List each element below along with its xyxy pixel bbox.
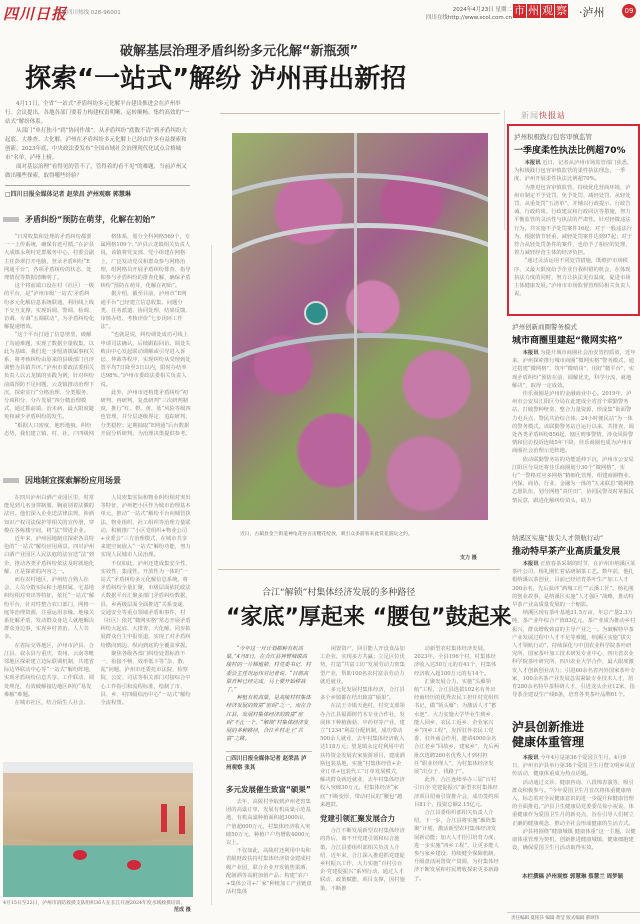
paragraph: 纳溪区现有茶叶基地31.5万亩，年总产量2.3万吨，茶产业年综合产值83亿元，茶产业成为推动乡村振兴、群众增收致富的主导产业之一。为破解特早茶产业发展过程中人才不足等难题，纳溪区实施“拔尖人才领航行动”，持续深化与中国农业科学院茶叶研究所、国家茶叶加工技术研发专业中心、四川省农业科学院茶叶研究所、四川农业大学合作，最大限度激发人才创新创业活力；引进60余名省内外国家茶叶专家，100余名茶产业发展急需紧缺专业技术人才，培育280余名特早茶科研人才，引进龙头企业12家，指导茶企建设生产线6条，培育各类茶叶品牌61个。 [512,610,636,699]
headline-rule [220,113,500,114]
rescue-photo-caption: 4月15日至22日，泸州市消防救援支队组织36人在长江开展2024年度水域救援培训。 [3,901,186,906]
paragraph: 合江县委组织部相关负责人介绍，下一步，合江县将实施“雁阵集聚”计划，激活新型农村集体经济发展新动能；加大人才招引培育力度，进一步实施“四乡工程”，让更多能人参与家乡建设；持续健全保障机制，升级盘活闲置资产资源，为村集体经济不断发展和村民增收探索更多新路子。 [414,810,499,882]
paragraph-text: 今年4月是第36个爱国卫生月。4月9日，泸州市泸县举行第36个爱国卫生月暨文明乡风宣传活动，健康体重成为热点话题。 [512,755,636,778]
paragraph: 闲置资产，回引能人开设食品加工企业，实现多方共赢；立足区位优势，打造“共富工坊”发展劳动力密集型产业，帮助100名农村富余劳动力就近就业。 [320,646,405,685]
second-headline: “家底”厚起来 “腰包”鼓起来 [226,605,512,630]
paragraph [512,560,636,609]
text-column [4,233,95,461]
paragraph: 佳乐商圈是泸州的金融商业中心。2019年，泸州市公安局江阳区分局在此建成全省首个联勤警务站，打破警种壁垒，整合力量资源，形成集“街面警力屯兵点、警民共治综合体、24小时便民站”为一体的警务模式。该联勤警务站自运行以来，共排查、调处各类矛盾纠纷856起，辖区刑事警情、涉众风险警情和信访投诉连续5年下降，佳乐商圈也成为泸州市商圈社会治理示范阵地。 [512,391,634,455]
column-divider [211,245,212,905]
paragraph: “日常收集和处理的矛盾纠纷都要一一上传系统，确保有迹可循。”在泸县大成镇永利村党群服务中心，村委会副主任彭翠打开电脑，登录矛盾纠纷“E网通平台”，各项矛盾纠纷的状态、处理情况等数据清晰明了。 [4,234,95,282]
second-kicker: 合江“解锁”村集体经济发展的多种路径 [262,588,416,598]
section-body [0,494,195,726]
lead-intro [0,100,195,181]
lead-kicker: 破解基层治理矛盾纠纷多元化解“新瓶颈” [120,44,359,59]
heading-bar-icon [3,478,19,483]
issue-date: 2024年4月23日 星期二 [452,7,512,13]
section-tag-char: 州 [528,4,539,17]
dateline-tag: 本报讯 [524,160,541,166]
lead-headline: 探索“一站式”解纷 泸州再出新招 [25,64,407,94]
paragraph: 为推进包容审慎监管，持续优化营商环境，泸州市制定不予处罚、免予处罚、减轻处罚、从轻处罚、从重处罚“五清单”，并辅以行政提示、行政告诫、行政约谈、行政建议和行政回访等措施，努力平衡监管的灵活性与执法的严肃性。针对轻微违法行为，共实施不予处罚案件16起；对于一般违法行为，根据情节轻重，减轻处罚案件达到97起；对于符合从轻处罚条件的案件，也给予了相应的处理，着力减轻经营主体的经济负担。 [514,184,632,257]
paragraph: 这个将前端口设在村（社区）一级的平台，是“泸州市级‘一站式’矛盾纠纷多元化解信息系统联通，利用线上线下交互支撑，实现诉调、警调、检调、访调、专调“五调联动”，为矛盾纠纷化解提速增效。 [4,283,95,331]
section-heading [3,475,192,486]
section-title: 因地制宜探索解纷应用场景 [25,476,121,485]
road-shape [232,333,488,463]
text-column [101,494,192,726]
dateline-tag: 本报讯 [522,350,539,356]
lead-paragraph: 面对基层治理“看得见的管不了，管得着的看不见”的难题，当前泸州又做出哪些探索，取得哪些经验？ [5,164,187,179]
paragraph: 在法王寺镇天池村，村党支部领办合江县福源树竹木专业合作社，发展林下种植菌菇、中药材等产业，建立“1234”利益分配机制，成功带动500余人就业，去年村集体经济收入达118万元；望龙镇永定村利用中省扶持资金发展农家旅游项目，建成酒瓶包装基地，实施“村集体经营+企业订单+包装代工”订单发展模式，解决群众就近就业，去年村集体经济收入突破30万元，村集体经济“家底”不断变厚，带动村民的“腰包”越来越鼓。 [320,703,405,808]
dateline-tag: 本报讯 [522,561,539,567]
paragraph: “今年这一月计划都种有机高粱。”4月8日，在合江县神臂城镇高陵村的一片梯地前，村党委书记、村委会主任况运伟对记者说，“目前高粱育种已经完成，马上要开始移栽了。” [226,646,311,694]
paragraph: 此外，合江连续举办三届“百村引百企·党建促振兴”新型农村集体经济项目招商引资推介会，成功签约项目81个，投资总额2.15亿元。 [414,777,499,808]
paragraph: 不仅如此，泸州还建成集安全性、实效性、集成性、开放性为一体的“一站式”矛盾纠纷多元化解信息系统，将矛盾纠纷全量汇聚，市级层面依托政法大数据平台汇聚多部门矛盾纠纷数据，县、乡两级层面全面推进“关系变递、交通安全等重点领域矛盾和事件，村（社区）依托“微网实格”常态开展矛盾纠纷大起底、大排查、大化解，同步拓展群众自主申报渠道，实现了对矛盾纠纷横向到边、纵向到底的全覆盖掌握。 [100,560,191,649]
lead-paragraph: 4月11日，全省“一站式”矛盾纠纷多元化解平台建设推进会在泸州举行。会议提出，各地各部门要着力构建权责明晰、运转顺畅、集约高效的“一站式”解纷体系。 [5,101,190,125]
second-story-body [226,645,500,910]
city-label: ·泸州 [579,6,605,19]
paragraph: 不仅如此，高陵村还利用中央和省级财政扶持村集体经济资金建成村级产业园，联合企业开发销售果酒、配制酒等高附加值产品；构建“农户+集体公司+厂家”种植加工产业链盘活村集体 [226,848,312,896]
hotline: 问政四川热线 028-96001 [56,10,121,16]
subheading: 多元发展催生致富“硕果” [226,784,311,794]
paragraph: “根据人口密度、地形地貌、纠纷态势，我们建立镇、村、社、户四级网 [4,422,95,437]
rescuer-figure [161,804,167,832]
brief-body [514,159,634,309]
paragraph [512,349,636,390]
paragraph: 汇聚发展合力，实施“头雁领航”工程，合江县选拔102名有外出经商经历的优秀农民工担任村党组织书记，做“领头雁”；为激活人才“蓄水池”，大力实施大学毕业生到乡、能人回乡、农民工返乡、企业家兴乡“四乡工程”，发挥驻外农民工党委、驻外商会作用，邀请4900余名合江老乡“回故乡，建家乡”，先后两批次选聘260名优秀人才到村担任“职业经理人”，为村集体经济发展“出点子、找路子”。 [414,678,499,776]
headline-line: 泸县创新推进 [512,720,585,734]
rescuer-figure [179,806,185,834]
brief-headline [512,720,636,750]
paragraph-text: 正值春茶采制的时节，在泸州市纳溪区某茶叶公司，杨礼刚忙着钻研制茶工艺。数年前，他扎根纳溪以茶创业，目前已经培育茶叶生产加工人才300余名，先后获评“酒城工匠”“云溪工匠”。杨礼刚的创业故事，是纳溪区实施“人才强区”战略，推动特早茶产业高质量发展的一个缩影。 [512,561,636,609]
brief-story [507,523,640,710]
paragraph: “这个平台打通了信息壁垒，破解了沟通难题，实现了数据全量收集，以此为基础，我们进一步厘清镇属事权关系，将考核纠纷由原来的县级部门自评调整为县镇共评。”泸州市委政法委相关负责人以云龙镇的实践为例，针对纠纷前端预防不足问题，云龙镇推动治理下沉，探索实行“分格治理、分类服务、分项积分、分片发展”四分微治理模式，通过抓前端、治未病，最大限度避免和减少矛盾纠纷的发生。 [4,332,95,421]
paragraph [514,159,634,184]
news-brief-logo [521,110,640,121]
paragraph: 此外，泸州市还构建矛盾纠纷“初研判、再研判、复盘研判”三次研判制度，推行“红、橙、黄、蓝”风险等级四色管理，并分层逐级界定、追踪研判，分类稳控；定期抽取“E网通”后台数据开展分析研判，为治理决策提供参考。 [100,389,191,437]
photo-caption: 近日，古蔺县金兰街道神龟花谷百亩樱花绽放，吸引众多游客来此赏花游玩之约。 [240,532,413,537]
section-rule [218,569,500,570]
lead-byline: □四川日报全媒体记者 赵荣昌 泸州观察 郭慧琳 [5,185,190,198]
featured-brief-box [507,124,640,316]
paragraph [512,754,636,779]
subheading: 党建引领汇聚发展合力 [320,814,395,824]
paragraph: 动新型农村集体经济发展。2023年，全县196个村，村集体经济收入达50万元的有41个，村集体经济收入超100万元的有14个。 [414,646,497,677]
lead-paragraph: 从部门“单打独斗”到“协同作战”，从矛盾纠纷“底数不清”到矛盾纠纷大起底、大排查、大化解，泸州在矛盾纠纷多元化解上已经由许多有益探索和创新。2023年底，中央政法委发布“全国市域社会治理现代化试点合格城市”名单，泸州上榜。 [5,128,187,161]
section-tag [513,4,568,18]
section-title: 矛盾纠纷“预防在萌芽，化解在初始” [25,215,156,224]
paragraph: 而在农村地区，泸州结合熟人社会、人员分散实际和土地权属、宅基地纠纷相对突出等特征，依托“一站式”解纷平台，针对性整合农口部门、网格一庭等治理资源，注重运用亲缘、地缘关系化解矛盾，发动群众身边人就地解决群众身边事，实现乡村善治、人人共享。 [4,577,95,641]
column-byline: 本栏撰稿 泸州观察 郭慧琳 蔡慧兰 周梦颖 [522,874,624,880]
news-brief-column [507,110,640,880]
section-heading [3,214,192,225]
brief-headline: 一季度柔性执法比例超70% [514,146,626,156]
paragraph: 多元化发展村集体经济，合江县多个乡镇都在结出致富“硕果”。 [320,687,405,702]
diver-figure [127,860,141,870]
dateline-tag: 本报讯 [522,755,539,761]
brief-body [512,349,636,523]
paragraph: 据介绍，截至目前，泸州市“E网通平台”已经建立信息收集、问题分类、任务派遣、协同处理、结果反馈、审核办结、考核评价“七步闭环工作法”。 [100,291,191,331]
brief-story [507,316,640,523]
paragraph: 在城市社区，结合陌生人社会、 [14,700,89,707]
section-body [0,233,195,461]
brief-headline: 城市商圈里建起“微网实格” [512,336,623,346]
brief-story [507,710,640,880]
paragraph: 近年来，泸州因地制宜探索各具特色的“一站式”解纷应用场景。四川泸州白酒产业园区人民法庭的法官送“法”到企，推动各类矛盾纠纷依法及时就地化解，正是探索的内容之一。 [4,536,95,575]
second-byline: □四川日报全媒体记者 赵荣昌 泸州观察 张其 [226,751,312,771]
logo-text: 新闻 [521,111,539,120]
paragraph: 种植有机高粱，是高陵村村集体经济发展的致富“密码”之一。而在合江县，发展村集体经济的致富“密码”不止一个，“解锁”村集体经济发展的多种路径，合江乡村走上“共富”之路。 [226,695,311,743]
column-divider [504,110,505,230]
paragraph: “也就是说，纠纷调处成功可线上申请司法确认，后续跟踪回访。调处失败由中心发起联动调解或引导进入诉讼、仲裁等程序，实现纠纷从受理到处置平均7日降至3日以内，限时办结率达98%。”泸州市委政法委相关负责人说。 [100,332,191,388]
brief-body [512,754,636,860]
text-column [414,645,500,910]
lead-story-column [0,100,195,726]
photo-credit: 支力 摄 [460,555,477,561]
paragraph: 格体系，划分全科网格569个，专属网格109个。”泸县云龙镇相关负责人说，该镇将党支部、党小组建在网格上，广泛发动党员和群众参与网格治理，组网格员开展矛盾纠纷排查、指导和参与矛盾纠纷的排查化解，确保矛盾纠纷“预防在萌芽，化解在初始”。 [100,234,191,290]
text-column [101,233,192,461]
paragraph-text: 近日，记者从泸州市场监管部门获悉，为积极践行包容审慎监管的柔性执法理念，一季度，泸州开展柔性执法比例超70%。 [514,160,633,183]
headline-line: 健康体重管理 [512,735,585,749]
section-tag-char: 观 [542,4,553,17]
website: 四川在线http://www.scol.com.cn [425,15,512,21]
brief-kicker: 纳溪区实施“拔尖人才领航行动” [512,534,604,542]
paragraph: 聚焦各级各部门纠纷处置标准不一、衔接不畅、效率低下等“杂、散、乱”问题，泸州市还委托市法院、检察院、公安、司法等相关部门对接综合中心工作指引和流程标准，绘制了市、县、乡、村四级综治中心“一站式”解纷全流程图。 [100,650,191,707]
paragraph: 在四川泸州白酒产业园区里，时常能见到几名身穿制服、胸前别着法徽的法官。他们深入企业送法律法规，涉酒知识产权司法保护等相关的宣传册，穿梭在各栋楼宇间，将“法”带进企业。 [4,495,95,534]
text-column [320,645,406,910]
paragraph: 依动联勤警务站的功能延伸下沉，泸州市公安局江阳区分局还将佳乐商圈划分30个“微网格”，实行“一警格对应多网格”精细化管理，组建商圈物业、内保、商协、行业、金融为一体的“五来联思”微网格志愿队伍，划分网格“责任田”，协同民警及时掌握民情民意，跟进化解纠纷苗头，助力 [512,456,634,504]
text-column [226,645,312,910]
paragraph: 活动通过义诊、健康咨询、八段锦表演等，吸引群众积极参与。“今年爱国卫生月首次将体重健康纳入，标志着对全民健康意识的进一步提升和健康管理的全面推进。”泸县卫生健康局党委委员徐小祝说，体重健康作为爱国卫生月的新亮点，旨在引导人们树立正确的健康观念，推动全社会形成健康的生活方式。 [512,779,634,827]
brief-body [512,560,636,710]
page-number-badge: 09 [622,4,636,18]
paragraph-text: 为提升城市商圈社会治安管控质效，近年来，泸州探索推行城市商圈“微网实格”警务模式，通过搭建“微网格”、筑牢“微哨岗”、用好“微平台”，实现矛盾纠纷“预防在前，调解优先，科学分流，就地解决”，取得一定成效。 [512,350,636,389]
path-shape [354,133,357,520]
text-column [4,494,95,726]
paragraph: 人员密集实际和物业纠纷相对突出等特征，泸州把小区作为城市治理基本单元，推动“一站式”解纷平台向城管执法、物业组织、社工组织等治理力量联动，积极推广“小区党组织+物业公司+业委会”三方治理模式，在城市共享来建空间嵌入“一站式”解纷功能，努力实现人民城市人民治理。 [100,495,191,559]
paragraph: 在省际交界地区，泸州市泸县、合江县、叙永县与重庆、贵州、云南等毗邻地区探索建立边际联调机制，共建省际边界联动中心等“一站式”解纷阵地，实现矛盾纠纷信息共享、工作联动、调处规范，有效破解接边地区纠纷“易发难解”难题。 [4,642,95,698]
editor-credits: 责任编辑 夏铭莎 编辑 黄莹 版式编辑 蔡颂伟 [507,912,640,921]
rescue-photo-credit: 范成 摄 [174,907,191,913]
section-tag-char: 察 [556,4,567,17]
paragraph: “通过灵活运用不同处罚措施，既维护市场秩序，又最大限度给予企业自我纠错的机会，在体现执法力度的同时，努力让执法更有温度，促进市场主体健康发展。”泸州市市场监督管理局相关负责人说。 [514,258,631,298]
water-rescue-training-photo [3,762,193,897]
logo-text-red: 快报站 [539,111,566,120]
brief-kicker: 泸州创新商圈警务模式 [512,323,577,331]
road-shape [232,223,488,343]
heading-bar-icon [3,217,19,222]
masthead [0,0,640,24]
diver-figure [73,850,87,860]
paragraph: 合江不断发展新型农村集体经济的背后，离不开党建引领和综合施策。合江县委组织部相关负责人介绍，近年来，合江深入推进抓党建促乡村振兴工作，大力实施“百村引百企·党建促振兴”系列行动，通过人才联动、政策赋能、项目支撑，因村施策，不断推 [320,828,405,892]
paragraph: 去年，高陵村争取到泸州老窖集团的高粱订单，发展有机高粱示范基地，有机高粱种植面积超3000亩，产值超600万元，村集体经济收入突破50万元，种植户户均增收4000元以上。 [226,799,311,847]
brief-kicker: 泸州积极践行包容审慎监管 [514,133,592,141]
newspaper-logo: 四川日报 [3,5,68,23]
brief-headline: 推动特早茶产业高质量发展 [512,547,621,557]
cherry-blossom-aerial-photo [232,133,488,520]
section-tag-char: 市 [514,4,525,17]
pond-shape [304,301,328,325]
paragraph: 泸县将围绕“健康城镇 健康体重”这一主题，以健康体重管理为契机，创新推进健康城镇、健康细胞建设，确保爱国卫生月活动取得实效。 [512,828,636,852]
